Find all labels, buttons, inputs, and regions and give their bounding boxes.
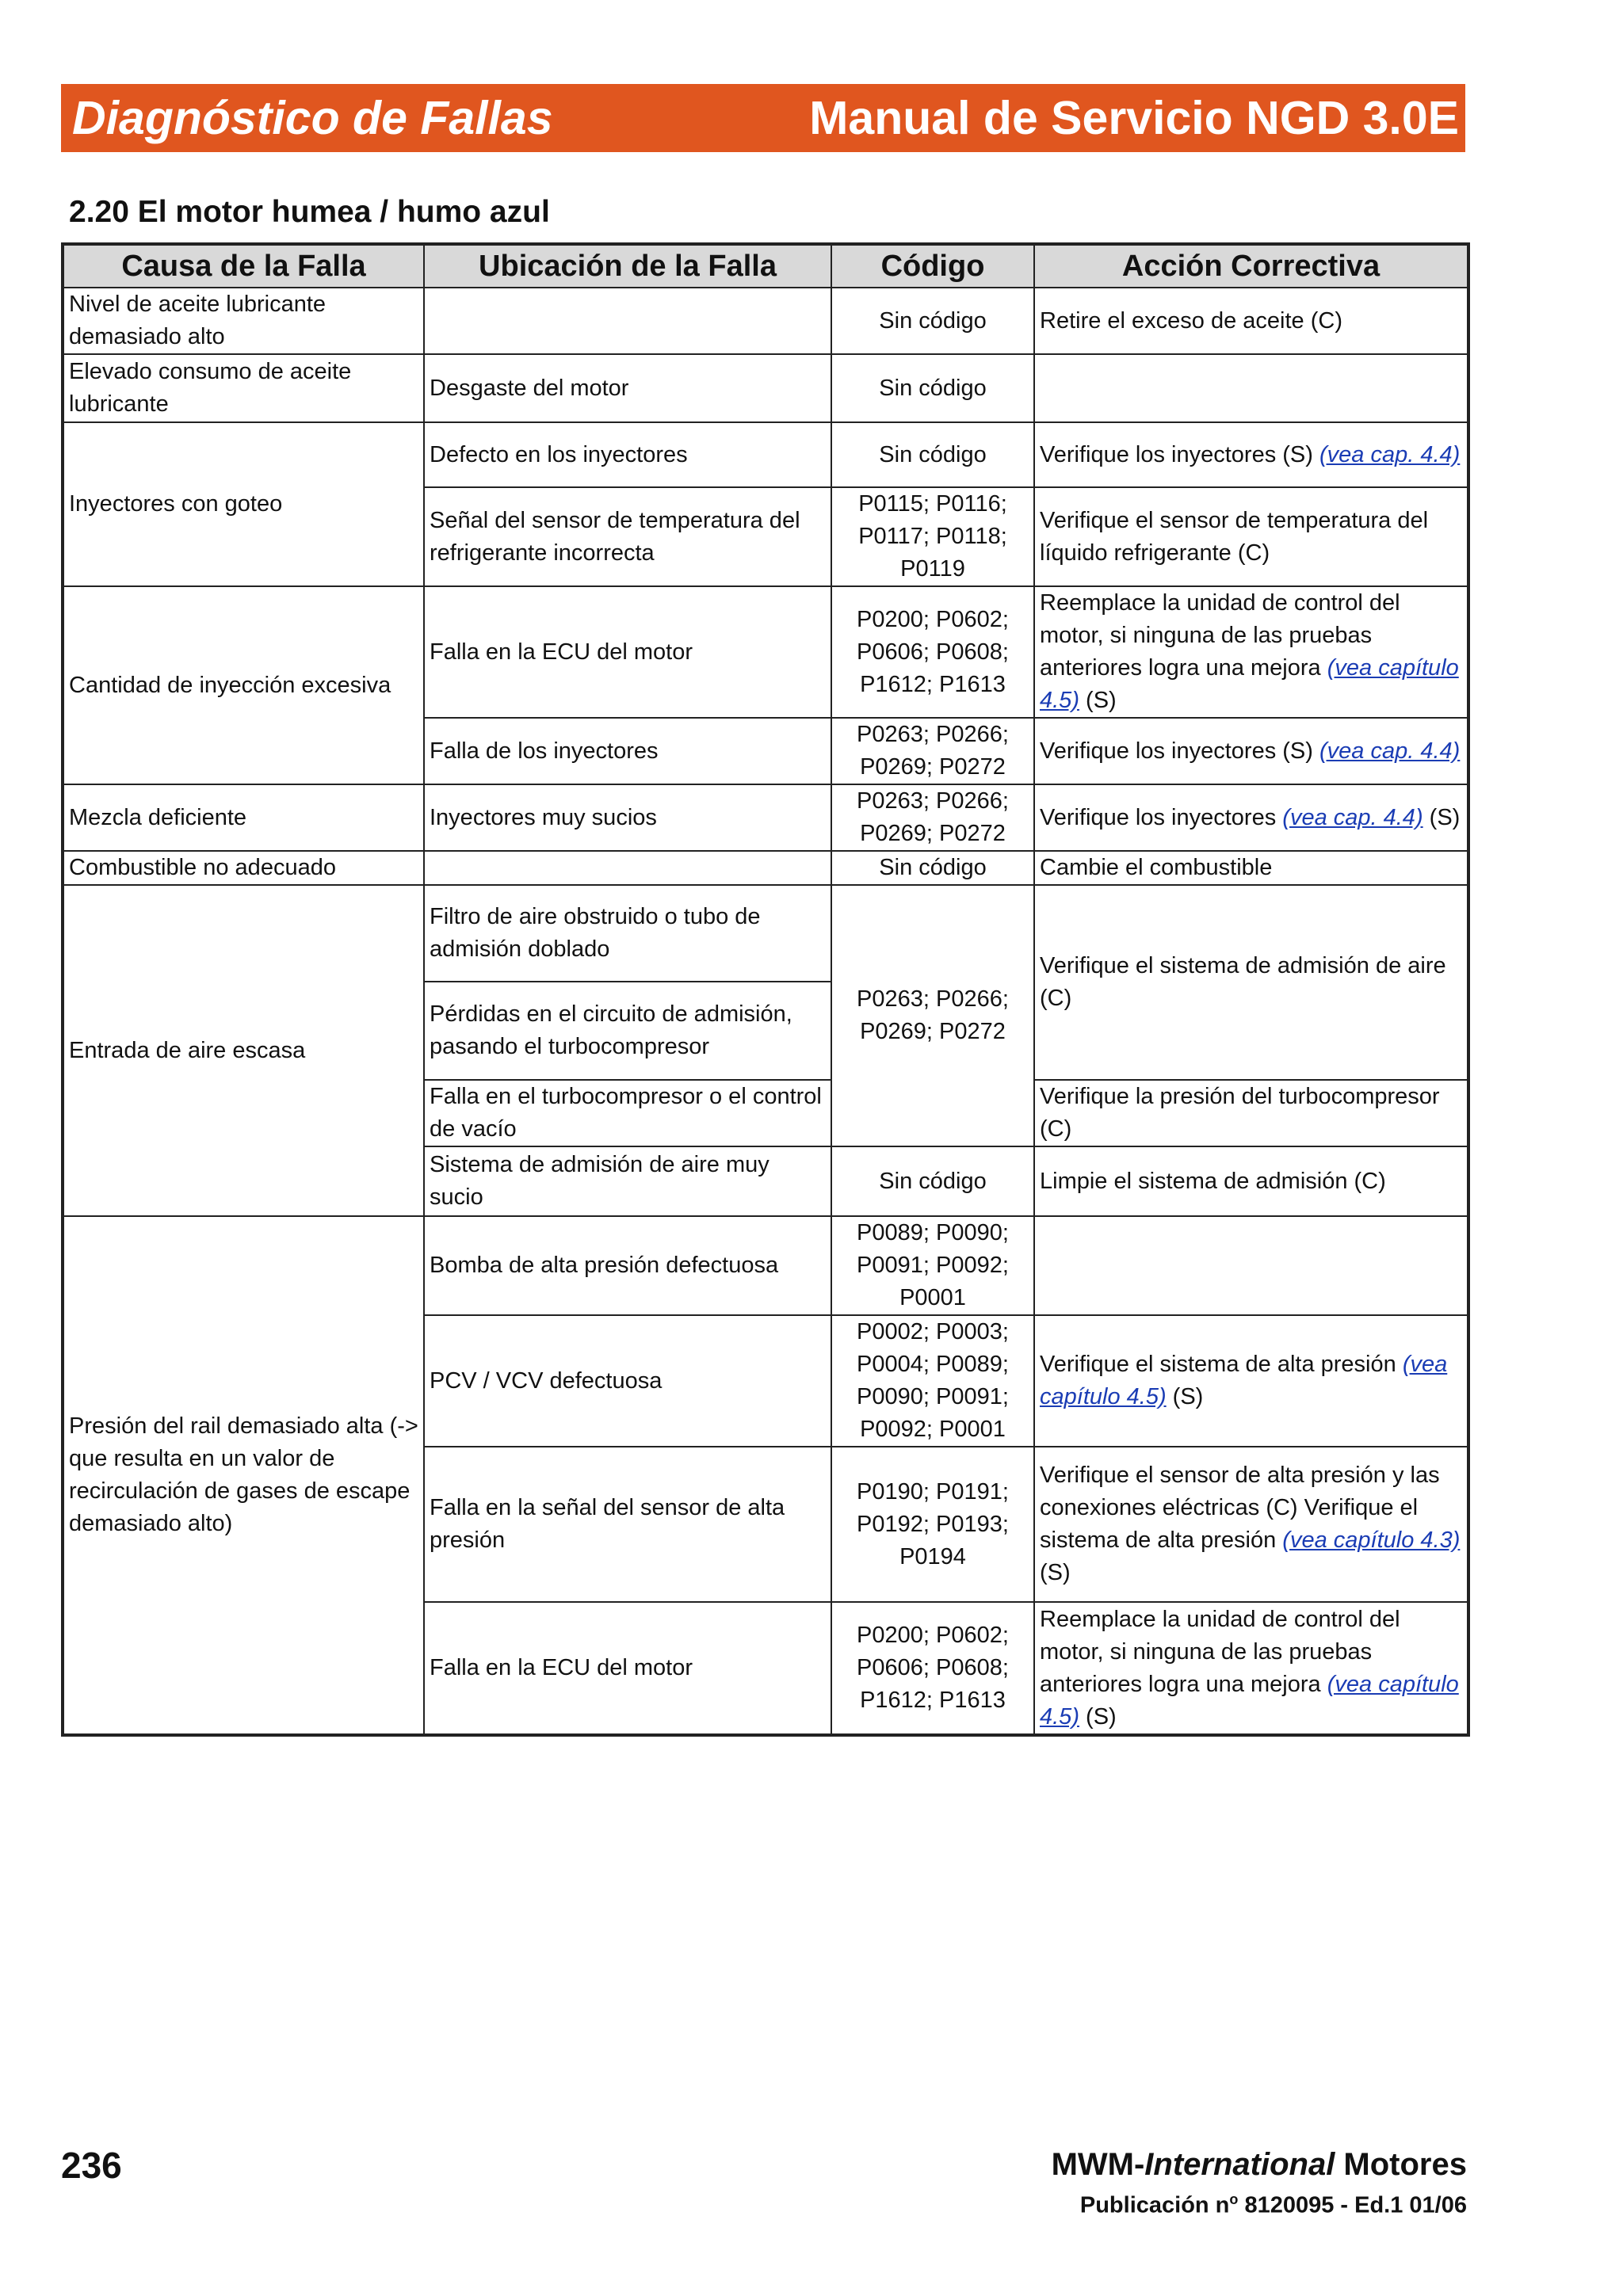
brand-suffix: Motores	[1335, 2147, 1467, 2182]
action-cell: Retire el exceso de aceite (C)	[1034, 288, 1468, 354]
location-cell: Inyectores muy sucios	[424, 784, 831, 851]
chapter-link[interactable]: (vea capítulo 4.3)	[1282, 1527, 1461, 1553]
action-cell	[1034, 784, 1468, 851]
action-text: Verifique el sistema de alta presión	[1040, 1352, 1396, 1377]
header-code: Código	[831, 244, 1034, 288]
location-cell: Pérdidas en el circuito de admisión, pasando el turbocompresor	[424, 982, 831, 1080]
location-cell: PCV / VCV defectuosa	[424, 1315, 831, 1447]
chapter-link[interactable]: (vea cap. 4.4)	[1319, 738, 1461, 764]
location-cell: Falla de los inyectores	[424, 718, 831, 784]
code-cell: P0263; P0266; P0269; P0272	[831, 784, 1034, 851]
action-cell: Verifique la presión del turbocompresor (C)	[1034, 1080, 1468, 1146]
header-right-title: Manual de Servicio NGD 3.0E	[809, 92, 1459, 144]
table-row	[63, 422, 1468, 487]
table-row	[63, 586, 1468, 718]
table-row	[63, 784, 1468, 851]
cause-cell: Combustible no adecuado	[63, 851, 424, 885]
cause-cell: Cantidad de inyección excesiva	[63, 586, 424, 784]
code-cell: P0200; P0602; P0606; P0608; P1612; P1613	[831, 1602, 1034, 1735]
code-cell: Sin código	[831, 354, 1034, 422]
action-cell: Limpie el sistema de admisión (C)	[1034, 1146, 1468, 1216]
pub-sup: o	[1229, 2191, 1239, 2207]
table-row	[63, 885, 1468, 982]
brand-name	[1052, 2147, 1467, 2183]
chapter-link[interactable]: (vea cap. 4.4)	[1319, 441, 1461, 467]
code-cell: Sin código	[831, 422, 1034, 487]
location-cell: Filtro de aire obstruido o tubo de admisión doblado	[424, 885, 831, 982]
code-cell: P0002; P0003; P0004; P0089; P0090; P0091; P0092; P0001	[831, 1315, 1034, 1447]
chapter-link[interactable]: (vea cap. 4.4)	[1282, 804, 1423, 830]
action-cell	[1034, 1447, 1468, 1602]
table-row	[63, 1216, 1468, 1315]
cause-cell: Presión del rail demasiado alta (-> que resulta en un valor de recirculación de gases de escape demasiado alto)	[63, 1216, 424, 1735]
action-text: Reemplace la unidad de control del motor, si ninguna de las pruebas anteriores logra una mejora	[1040, 590, 1400, 681]
action-cell	[1034, 1216, 1468, 1315]
header-action: Acción Correctiva	[1034, 244, 1468, 288]
location-cell: Desgaste del motor	[424, 354, 831, 422]
code-cell: P0089; P0090; P0091; P0092; P0001	[831, 1216, 1034, 1315]
page-header	[61, 84, 1465, 152]
cause-cell: Inyectores con goteo	[63, 422, 424, 586]
code-cell: Sin código	[831, 1146, 1034, 1216]
action-suffix: (S)	[1040, 1560, 1071, 1585]
table-row	[63, 288, 1468, 354]
cause-cell: Nivel de aceite lubricante demasiado alto	[63, 288, 424, 354]
cause-cell: Entrada de aire escasa	[63, 885, 424, 1216]
code-cell: P0263; P0266; P0269; P0272	[831, 885, 1034, 1146]
location-cell: Sistema de admisión de aire muy sucio	[424, 1146, 831, 1216]
table-row	[63, 354, 1468, 422]
page-number: 236	[61, 2145, 122, 2186]
pub-suffix: 8120095 - Ed.1 01/06	[1238, 2192, 1467, 2218]
table-header-row	[63, 244, 1468, 288]
location-cell: Falla en la ECU del motor	[424, 1602, 831, 1735]
code-cell: P0190; P0191; P0192; P0193; P0194	[831, 1447, 1034, 1602]
action-cell	[1034, 1315, 1468, 1447]
action-text: Verifique los inyectores	[1040, 804, 1277, 830]
fault-table	[61, 242, 1470, 1737]
action-cell: Cambie el combustible	[1034, 851, 1468, 885]
action-suffix: (S)	[1086, 688, 1117, 713]
code-cell: Sin código	[831, 288, 1034, 354]
action-text: Reemplace la unidad de control del motor, si ninguna de las pruebas anteriores logra una mejora	[1040, 1606, 1400, 1697]
action-suffix: (S)	[1429, 804, 1461, 830]
table-row	[63, 851, 1468, 885]
code-cell: P0263; P0266; P0269; P0272	[831, 718, 1034, 784]
publication-info	[1080, 2191, 1467, 2219]
action-suffix: (S)	[1086, 1703, 1117, 1730]
action-text: Verifique los inyectores (S)	[1040, 738, 1313, 764]
chapter-link[interactable]: (vea capítulo 4.5)	[1040, 1671, 1459, 1730]
chapter-link[interactable]: (vea capítulo 4.5)	[1040, 1352, 1448, 1409]
action-cell	[1034, 1602, 1468, 1735]
header-cause: Causa de la Falla	[63, 244, 424, 288]
brand-italic: International	[1144, 2147, 1335, 2182]
action-cell	[1034, 422, 1468, 487]
location-cell: Falla en la señal del sensor de alta presión	[424, 1447, 831, 1602]
action-cell: Verifique el sistema de admisión de aire (C)	[1034, 885, 1468, 1080]
code-cell: Sin código	[831, 851, 1034, 885]
action-cell	[1034, 718, 1468, 784]
location-cell: Defecto en los inyectores	[424, 422, 831, 487]
action-text: Verifique el sistema de alta presión	[1040, 1495, 1419, 1553]
action-cell	[1034, 354, 1468, 422]
action-cell	[1034, 586, 1468, 718]
location-cell: Señal del sensor de temperatura del refrigerante incorrecta	[424, 487, 831, 586]
action-suffix: (S)	[1172, 1384, 1204, 1409]
cause-cell: Elevado consumo de aceite lubricante	[63, 354, 424, 422]
cause-cell: Mezcla deficiente	[63, 784, 424, 851]
code-cell: P0115; P0116; P0117; P0118; P0119	[831, 487, 1034, 586]
chapter-link[interactable]: (vea capítulo 4.5)	[1040, 655, 1459, 713]
location-cell	[424, 851, 831, 885]
action-cell: Verifique el sensor de temperatura del líquido refrigerante (C)	[1034, 487, 1468, 586]
header-left-title: Diagnóstico de Fallas	[72, 92, 553, 144]
header-location: Ubicación de la Falla	[424, 244, 831, 288]
location-cell: Falla en el turbocompresor o el control de vacío	[424, 1080, 831, 1146]
action-text: Verifique el sensor de alta presión y las conexiones eléctricas (C)	[1040, 1463, 1440, 1520]
section-title: 2.20 El motor humea / humo azul	[69, 195, 550, 229]
brand-prefix: MWM-	[1051, 2147, 1145, 2182]
pub-prefix: Publicación n	[1079, 2192, 1230, 2218]
location-cell: Bomba de alta presión defectuosa	[424, 1216, 831, 1315]
action-text: Verifique los inyectores (S)	[1040, 441, 1313, 467]
location-cell: Falla en la ECU del motor	[424, 586, 831, 718]
code-cell: P0200; P0602; P0606; P0608; P1612; P1613	[831, 586, 1034, 718]
location-cell	[424, 288, 831, 354]
